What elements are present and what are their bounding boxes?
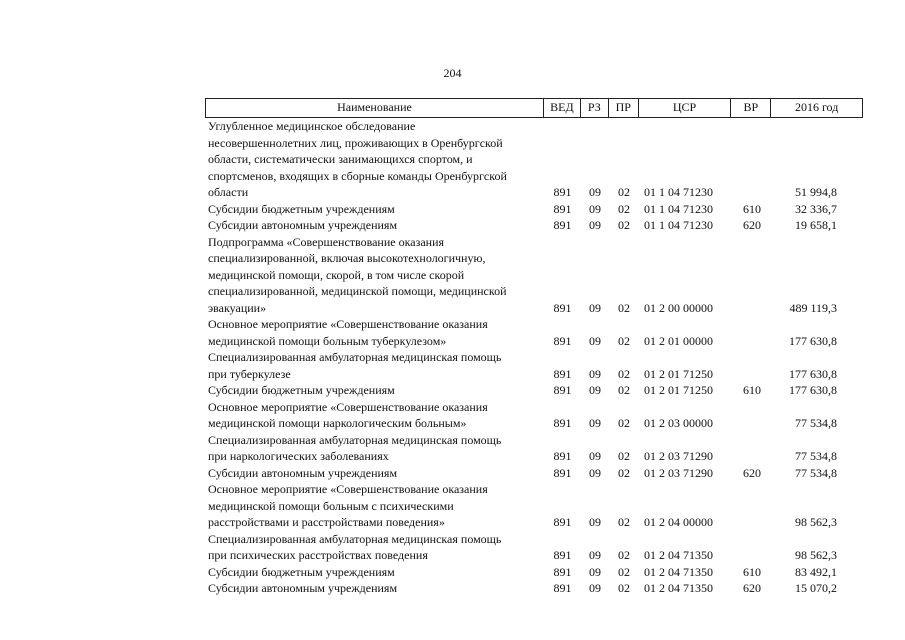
row-vr: 620 — [743, 218, 761, 232]
header-rz: РЗ — [581, 99, 609, 117]
table-row — [205, 399, 863, 432]
row-vr: 610 — [743, 201, 761, 216]
row-ved: 891 — [553, 201, 572, 216]
row-ved: 891 — [553, 581, 572, 595]
table-row — [205, 564, 863, 581]
row-name: Специализированная амбулаторная медицинская помощь при психических расстройствах поведения — [208, 531, 502, 562]
table-row — [205, 382, 863, 399]
row-pr: 02 — [618, 185, 630, 199]
row-ved: 891 — [553, 416, 572, 430]
row-name: Основное мероприятие «Совершенствование оказания медицинской помощи наркологическим больным» — [208, 399, 488, 430]
row-pr: 02 — [618, 449, 630, 463]
table-row — [205, 316, 863, 349]
page-number: 204 — [443, 66, 462, 80]
row-csr: 01 2 04 00000 — [644, 515, 713, 529]
row-rz: 09 — [589, 416, 601, 430]
row-amount: 98 562,3 — [795, 548, 837, 562]
row-ved: 891 — [553, 366, 572, 381]
row-csr: 01 2 04 71350 — [644, 581, 713, 595]
table-body — [205, 118, 863, 597]
row-csr: 01 2 03 71290 — [644, 465, 713, 480]
row-rz: 09 — [589, 300, 601, 315]
row-name: Субсидии автономным учреждениям — [208, 218, 398, 232]
row-name: Субсидии бюджетным учреждениям — [208, 383, 395, 397]
table-row — [205, 432, 863, 465]
row-amount: 177 630,8 — [789, 333, 837, 348]
row-amount: 51 994,8 — [795, 185, 837, 199]
row-csr: 01 2 01 71250 — [644, 366, 713, 381]
row-name: Субсидии автономным учреждениям — [208, 581, 398, 595]
budget-table — [205, 98, 863, 597]
row-vr: 620 — [743, 465, 761, 480]
header-year: 2016 год — [794, 100, 839, 114]
row-csr: 01 2 00 00000 — [644, 300, 713, 315]
row-amount: 77 534,8 — [795, 416, 837, 430]
row-amount: 77 534,8 — [795, 449, 837, 463]
row-pr: 02 — [618, 300, 630, 315]
row-rz: 09 — [589, 185, 601, 199]
row-vr: 610 — [743, 383, 761, 397]
row-name: Основное мероприятие «Совершенствование оказания медицинской помощи больным туберкулезом» — [208, 317, 488, 348]
row-ved: 891 — [553, 449, 572, 463]
row-ved: 891 — [553, 333, 572, 348]
row-csr: 01 1 04 71230 — [644, 201, 713, 216]
row-vr: 620 — [743, 581, 761, 595]
row-vr: 610 — [743, 564, 761, 579]
row-name: Подпрограмма «Совершенствование оказания специализированной, включая высокотехнологичную, медицинской помощи, скорой, в том числе скорой специализированной, медицинской помощи, медицинской эвакуации» — [208, 234, 507, 315]
row-amount: 32 336,7 — [795, 201, 837, 216]
row-rz: 09 — [589, 383, 601, 397]
header-pr: ПР — [609, 99, 639, 117]
row-name: Субсидии бюджетным учреждениям — [208, 201, 395, 216]
table-header — [205, 98, 863, 118]
row-amount: 489 119,3 — [789, 300, 837, 315]
table-row — [205, 201, 863, 218]
row-rz: 09 — [589, 465, 601, 480]
row-csr: 01 2 04 71350 — [644, 564, 713, 579]
row-rz: 09 — [589, 515, 601, 529]
row-csr: 01 2 04 71350 — [644, 548, 713, 562]
row-name: Субсидии автономным учреждениям — [208, 465, 398, 480]
row-pr: 02 — [618, 548, 630, 562]
row-name: Углубленное медицинское обследование несовершеннолетних лиц, проживающих в Оренбургской области, систематически занимающихся спортом, и спортсменов, входящих в сборные команды Оренбургской области — [208, 119, 507, 199]
table-row — [205, 217, 863, 234]
table-row — [205, 531, 863, 564]
header-vr: ВР — [731, 99, 771, 117]
row-pr: 02 — [618, 366, 630, 381]
row-name: Основное мероприятие «Совершенствование оказания медицинской помощи больным с психическими расстройствами и расстройствами поведения» — [208, 482, 488, 529]
row-name: Субсидии бюджетным учреждениям — [208, 564, 395, 579]
row-amount: 177 630,8 — [789, 366, 837, 381]
row-pr: 02 — [618, 333, 630, 348]
row-rz: 09 — [589, 564, 601, 579]
row-csr: 01 2 01 71250 — [644, 383, 713, 397]
row-pr: 02 — [618, 515, 630, 529]
row-rz: 09 — [589, 218, 601, 232]
table-row — [205, 234, 863, 317]
row-csr: 01 2 01 00000 — [644, 333, 713, 348]
row-amount: 19 658,1 — [795, 218, 837, 232]
row-pr: 02 — [618, 564, 630, 579]
header-ved: ВЕД — [544, 99, 581, 117]
table-row — [205, 580, 863, 597]
row-amount: 15 070,2 — [795, 581, 837, 595]
row-csr: 01 2 03 71290 — [644, 449, 713, 463]
table-row — [205, 481, 863, 531]
row-pr: 02 — [618, 465, 630, 480]
row-csr: 01 1 04 71230 — [644, 218, 713, 232]
table-row — [205, 349, 863, 382]
row-ved: 891 — [553, 218, 572, 232]
row-amount: 77 534,8 — [795, 465, 837, 480]
row-rz: 09 — [589, 449, 601, 463]
row-amount: 83 492,1 — [795, 564, 837, 579]
row-csr: 01 1 04 71230 — [644, 185, 713, 199]
row-ved: 891 — [553, 185, 572, 199]
row-amount: 98 562,3 — [795, 515, 837, 529]
row-ved: 891 — [553, 515, 572, 529]
row-rz: 09 — [589, 548, 601, 562]
row-rz: 09 — [589, 581, 601, 595]
row-ved: 891 — [553, 300, 572, 315]
table-row — [205, 118, 863, 201]
table-row — [205, 465, 863, 482]
row-pr: 02 — [618, 201, 630, 216]
row-rz: 09 — [589, 201, 601, 216]
row-rz: 09 — [589, 366, 601, 381]
row-pr: 02 — [618, 383, 630, 397]
row-name: Специализированная амбулаторная медицинская помощь при туберкулезе — [208, 350, 502, 381]
row-pr: 02 — [618, 416, 630, 430]
row-ved: 891 — [553, 548, 572, 562]
row-rz: 09 — [589, 333, 601, 348]
row-pr: 02 — [618, 581, 630, 595]
row-amount: 177 630,8 — [789, 383, 837, 397]
row-name: Специализированная амбулаторная медицинская помощь при наркологических заболеваниях — [208, 432, 502, 463]
row-ved: 891 — [553, 383, 572, 397]
row-ved: 891 — [553, 564, 572, 579]
header-name: Наименование — [206, 99, 544, 117]
row-pr: 02 — [618, 218, 630, 232]
header-csr: ЦСР — [639, 99, 732, 117]
row-csr: 01 2 03 00000 — [644, 416, 713, 430]
row-ved: 891 — [553, 465, 572, 480]
